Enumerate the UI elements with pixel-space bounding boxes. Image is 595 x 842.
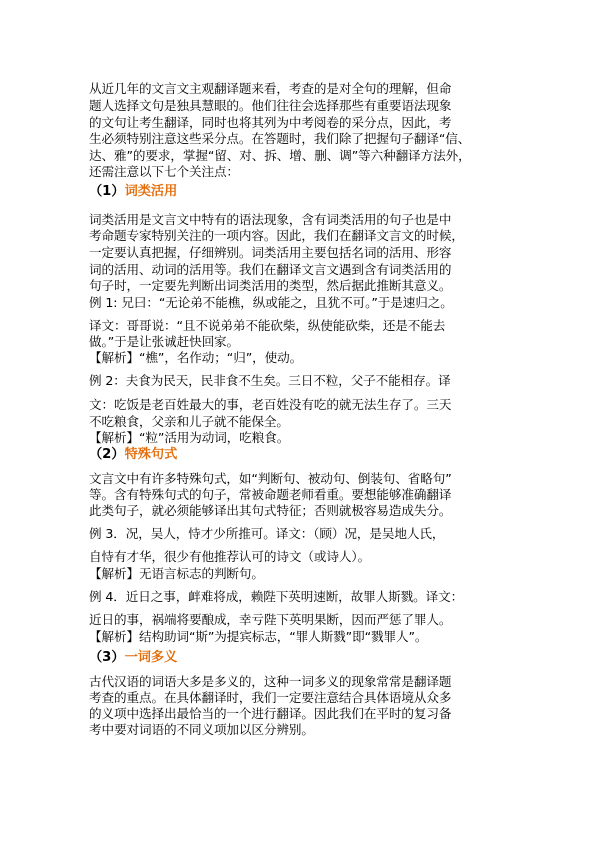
intro-line: 达、雅”的要求，掌握“留、对、拆、增、删、调”等六种翻译方法外， (89, 148, 471, 163)
section-number: （2） (89, 447, 125, 462)
paragraph-line: 一定要认真把握，仔细辨别。词类活用主要包括名词的活用、形容 (89, 245, 452, 260)
example-1-translation: 做。”于是让张诚赶快回家。 (89, 334, 240, 349)
example-2: 例 2：夫食为民天，民非食不生矣。三日不粒，父子不能相存。译 (89, 373, 451, 388)
paragraph-line: 句子时，一定要先判断出词类活用的类型，然后据此推断其意义。 (89, 278, 452, 293)
example-3-analysis: 【解析】无语言标志的判断句。 (89, 566, 264, 581)
paragraph-line: 此类句子，就必须能够译出其句式特征；否则就极容易造成失分。 (89, 503, 452, 518)
section-number: （1） (89, 184, 125, 199)
example-1: 例 1: 兄曰：“无论弟不能樵，纵或能之，且犹不可。”于是速归之。 (89, 295, 453, 310)
section-title: 特殊句式 (124, 447, 178, 462)
example-4: 例 4．近日之事，衅难将成，赖陛下英明速断，故罪人斯戮。译文： (89, 589, 464, 604)
example-3: 例 3．况，吴人，恃才少所推可。译文：（顾）况，是吴地人氏， (89, 526, 445, 541)
paragraph-line: 等。含有特殊句式的句子，常被命题老师看重。要想能够准确翻译 (89, 487, 452, 502)
example-4-analysis: 【解析】结构助词“斯”为提宾标志，“罪人斯戮”即“戮罪人”。 (89, 629, 428, 644)
example-2-analysis: 【解析】“粒”活用为动词，吃粮食。 (89, 430, 290, 445)
paragraph-line: 古代汉语的词语大多是多义的，这种一词多义的现象常常是翻译题 (89, 674, 452, 689)
paragraph-line: 考查的重点。在具体翻译时，我们一定要注意结合具体语境从众多 (89, 690, 452, 705)
paragraph-line: 词的活用、动词的活用等。我们在翻译文言文遇到含有词类活用的 (89, 262, 452, 277)
example-2-translation: 文：吃饭是老百姓最大的事，老百姓没有吃的就无法生存了。三天 (89, 397, 452, 412)
section-heading-2 (89, 447, 177, 463)
paragraph-line: 文言文中有许多特殊句式，如“判断句、被动句、倒装句、省略句” (89, 471, 452, 486)
section-number: （3） (89, 650, 125, 665)
example-2-translation: 不吃粮食，父亲和儿子就不能保全。 (89, 414, 289, 429)
example-1-translation: 译文：哥哥说：“且不说弟弟不能砍柴，纵使能砍柴，还是不能去 (89, 318, 446, 333)
intro-line: 从近几年的文言文主观翻译题来看，考查的是对全句的理解，但命 (89, 81, 452, 96)
intro-line: 的文句让考生翻译，同时也将其列为中考阅卷的采分点，因此，考 (89, 115, 452, 130)
paragraph-line: 词类活用是文言文中特有的语法现象，含有词类活用的句子也是中 (89, 212, 452, 227)
paragraph-line: 的义项中选择出最恰当的一个进行翻译。因此我们在平时的复习备 (89, 706, 452, 721)
section-heading-1 (89, 184, 177, 200)
section-heading-3 (89, 650, 177, 666)
paragraph-line: 考命题专家特别关注的一项内容。因此，我们在翻译文言文的时候， (89, 228, 464, 243)
section-title: 一词多义 (124, 650, 178, 665)
section-title: 词类活用 (124, 184, 178, 199)
intro-line: 还需注意以下七个关注点： (89, 164, 239, 179)
paragraph-line: 考中要对词语的不同义项加以区分辨别。 (89, 722, 314, 737)
example-1-analysis: 【解析】“樵”，名作动；“归”，使动。 (89, 350, 303, 365)
example-4-translation: 近日的事，祸端将要酿成，幸亏陛下英明果断，因而严惩了罪人。 (89, 612, 452, 627)
intro-line: 生必须特别注意这些采分点。在答题时，我们除了把握句子翻译“信、 (89, 131, 471, 146)
example-3-translation: 自恃有才华，很少有他推荐认可的诗文（或诗人）。 (89, 549, 371, 564)
intro-line: 题人选择文句是独具慧眼的。他们往往会选择那些有重要语法现象 (89, 98, 452, 113)
